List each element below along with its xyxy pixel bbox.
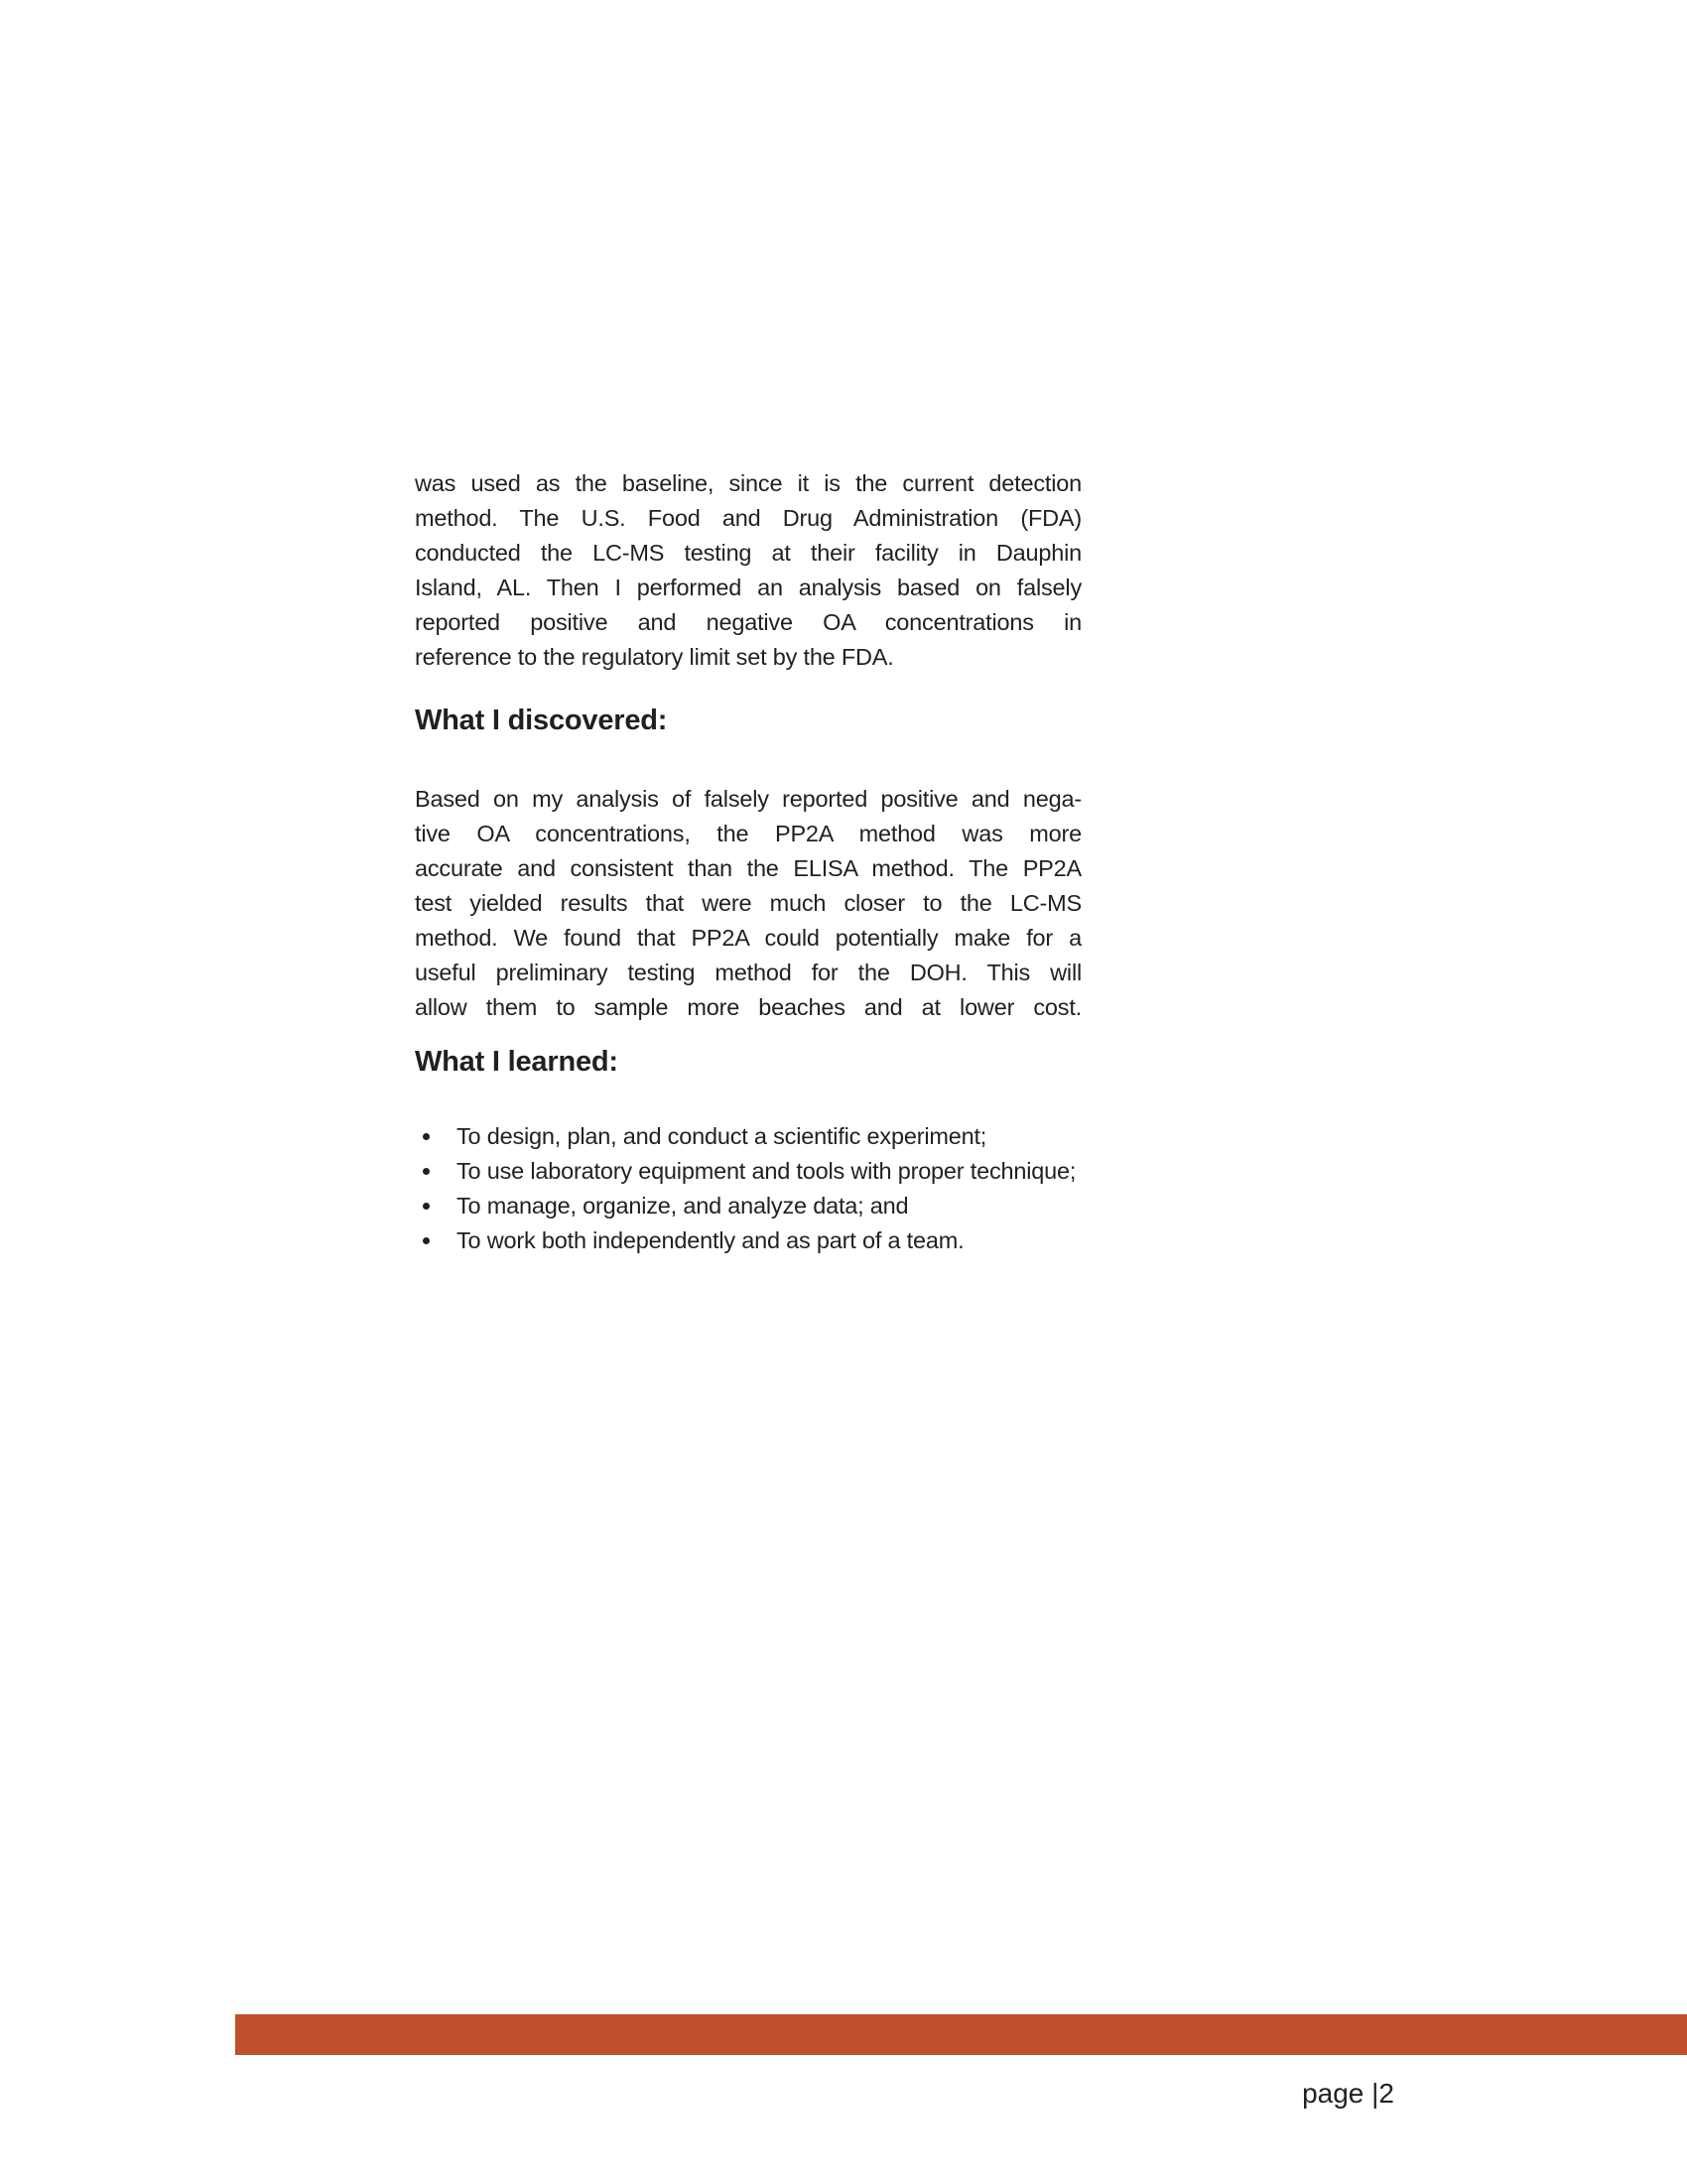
- text-line: Island, AL. Then I performed an analysis based on falsely: [415, 575, 1082, 600]
- bullet-icon: [423, 1203, 430, 1210]
- text-line: method. The U.S. Food and Drug Administration (FDA): [415, 505, 1082, 531]
- section-heading-learned: What I learned:: [415, 1046, 618, 1078]
- page-number: page |2: [1302, 2078, 1394, 2109]
- text-line: tive OA concentrations, the PP2A method was more: [415, 821, 1082, 846]
- text-line: useful preliminary testing method for the DOH. This will: [415, 960, 1082, 985]
- text-line: method. We found that PP2A could potentially make for a: [415, 925, 1082, 951]
- list-item: [415, 1189, 1082, 1223]
- bullet-icon: [423, 1133, 430, 1140]
- learned-list: [415, 1119, 1082, 1258]
- text-line: accurate and consistent than the ELISA method. The PP2A: [415, 855, 1082, 881]
- text-line: reported positive and negative OA concentrations in: [415, 609, 1082, 635]
- list-item: [415, 1154, 1082, 1189]
- list-item: [415, 1223, 1082, 1258]
- paragraph-discovered: [415, 782, 1082, 1025]
- list-item-text: To design, plan, and conduct a scientific experiment;: [456, 1123, 987, 1149]
- list-item: [415, 1119, 1082, 1154]
- list-item-text: To work both independently and as part of a team.: [456, 1227, 965, 1253]
- bullet-icon: [423, 1237, 430, 1244]
- text-line: test yielded results that were much closer to the LC-MS: [415, 890, 1082, 916]
- text-line: reference to the regulatory limit set by the FDA.: [415, 644, 894, 670]
- list-item-text: To manage, organize, and analyze data; and: [456, 1193, 909, 1219]
- section-heading-discovered: What I discovered:: [415, 705, 668, 736]
- bullet-icon: [423, 1168, 430, 1175]
- text-line: allow them to sample more beaches and at lower cost.: [415, 994, 1082, 1020]
- text-line: conducted the LC-MS testing at their facility in Dauphin: [415, 540, 1082, 566]
- text-line: Based on my analysis of falsely reported positive and nega-: [415, 786, 1082, 812]
- footer-accent-bar: [235, 2014, 1687, 2055]
- paragraph-method-description: [415, 466, 1082, 675]
- text-line: was used as the baseline, since it is the current detection: [415, 470, 1082, 496]
- list-item-text: To use laboratory equipment and tools with proper technique;: [456, 1158, 1077, 1184]
